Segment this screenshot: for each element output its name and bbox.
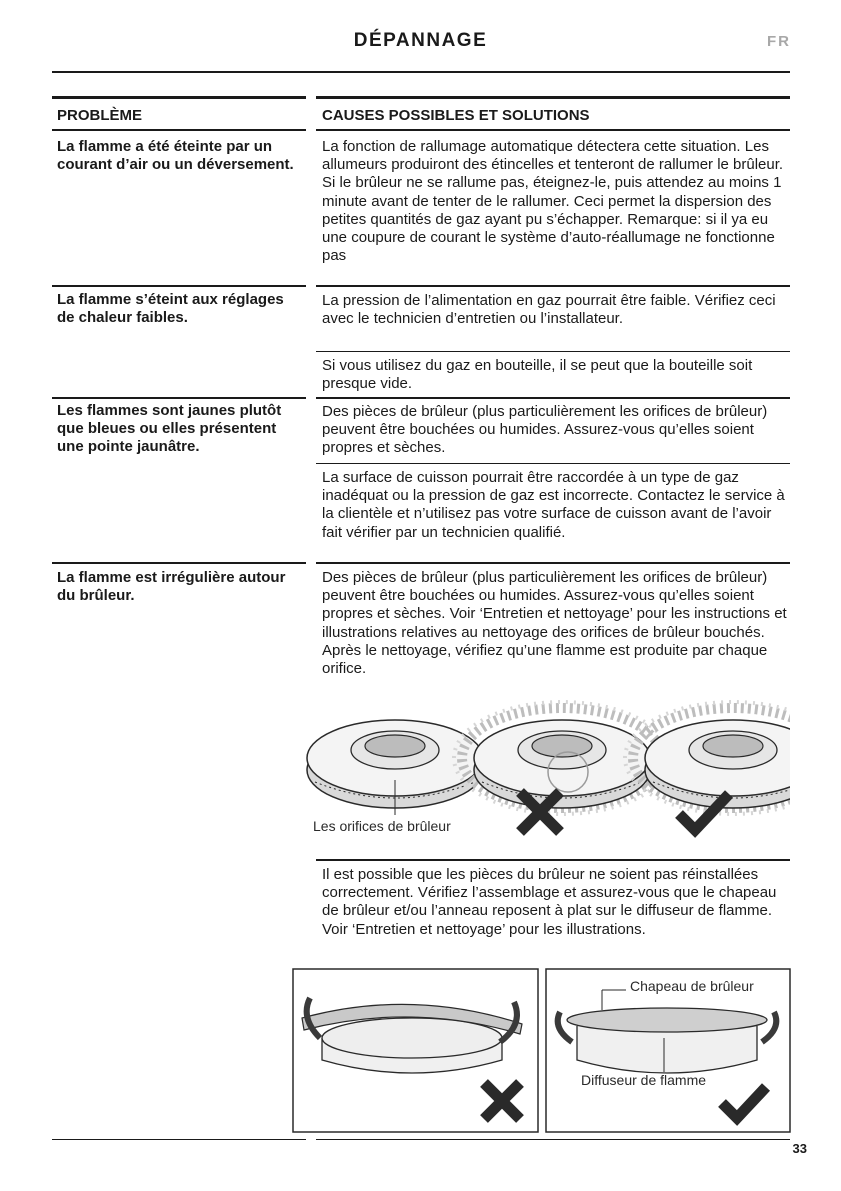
column-header-problem: PROBLÈME (57, 107, 143, 124)
column-header-causes: CAUSES POSSIBLES ET SOLUTIONS (322, 107, 590, 124)
language-badge: FR (767, 33, 791, 50)
burner-ports-illustration (300, 700, 790, 850)
problem-1: La flamme a été éteinte par un courant d’air ou un déversement. (57, 138, 294, 173)
sub-row-rule (316, 463, 790, 464)
table-bottom-rule-right (316, 1139, 790, 1140)
burner-ring-correct (645, 720, 790, 808)
header-rule-left (52, 129, 306, 131)
solution-2-2: Si vous utilisez du gaz en bouteille, il se peut que la bouteille soit presque vide. (322, 357, 753, 393)
solution-4-2: Il est possible que les pièces du brûleur ne soient pas réinstallées correctement. Vérifiez l’assemblage et assurez-vous que le chapeau de brûleur et/ou l’anneau reposent à plat sur le diffuseur de flamme. Voir ‘Entretien et nettoyage’ pour les illustrations. (322, 866, 777, 938)
row-rule-right (316, 397, 790, 399)
problem-4: La flamme est irrégulière autour du brûleur. (57, 569, 286, 604)
table-top-rule-right (316, 96, 790, 99)
solution-3-2: La surface de cuisson pourrait être raccordée à un type de gaz inadéquat ou la pression de gaz est incorrecte. Contactez le service à la clientèle et n’utilisez pas votre surface de cuisson avant de l’avoir fait vérifier par un technicien qualifié. (322, 469, 785, 541)
row-rule-right (316, 562, 790, 564)
solution-2-1: La pression de l’alimentation en gaz pourrait être faible. Vérifiez ceci avec le technicien d’entretien ou l’installateur. (322, 292, 776, 328)
solution-4-1: Des pièces de brûleur (plus particulièrement les orifices de brûleur) peuvent être bouchées ou humides. Assurez-vous qu’elles soient propres et sèches. Voir ‘Entretien et nettoyage’ pour les instructions et illustrations relatives au nettoyage des orifices de brûleur bouchés. Après le nettoyage, vérifiez qu’une flamme est produite par chaque orifice. (322, 569, 787, 678)
row-rule-left (52, 397, 306, 399)
header-divider (52, 71, 790, 73)
page-number: 33 (792, 1141, 807, 1156)
row-rule-left (52, 562, 306, 564)
row-rule-left (52, 285, 306, 287)
diffuser-label: Diffuseur de flamme (581, 1072, 707, 1088)
page-title: DÉPANNAGE (353, 30, 488, 51)
solution-1-1: La fonction de rallumage automatique détectera cette situation. Les allumeurs produiront des étincelles et tenteront de rallumer le brûleur. Si le brûleur ne se rallume pas, éteignez-le, puis attendez au moins 1 minute avant de tenter de le rallumer. Ceci permet la dispersion des petites quantités de gaz ayant pu s’échapper. Remarque: si il ya eu une coupure de courant le système d’auto-réallumage ne fonctionne pas (322, 138, 784, 265)
problem-2: La flamme s’éteint aux réglages de chaleur faibles. (57, 291, 284, 326)
sub-row-rule (316, 859, 790, 861)
solution-3-1: Des pièces de brûleur (plus particulièrement les orifices de brûleur) peuvent être bouchées ou humides. Assurez-vous qu’elles soient propres et sèches. (322, 403, 768, 457)
header-rule-right (316, 129, 790, 131)
table-bottom-rule-left (52, 1139, 306, 1140)
row-rule-right (316, 285, 790, 287)
problem-3: Les flammes sont jaunes plutôt que bleues ou elles présentent une pointe jaunâtre. (57, 402, 282, 455)
burner-cap-illustration (292, 968, 792, 1134)
table-top-rule-left (52, 96, 306, 99)
ports-label: Les orifices de brûleur (313, 818, 451, 834)
sub-row-rule (316, 351, 790, 352)
cap-label: Chapeau de brûleur (630, 978, 754, 994)
